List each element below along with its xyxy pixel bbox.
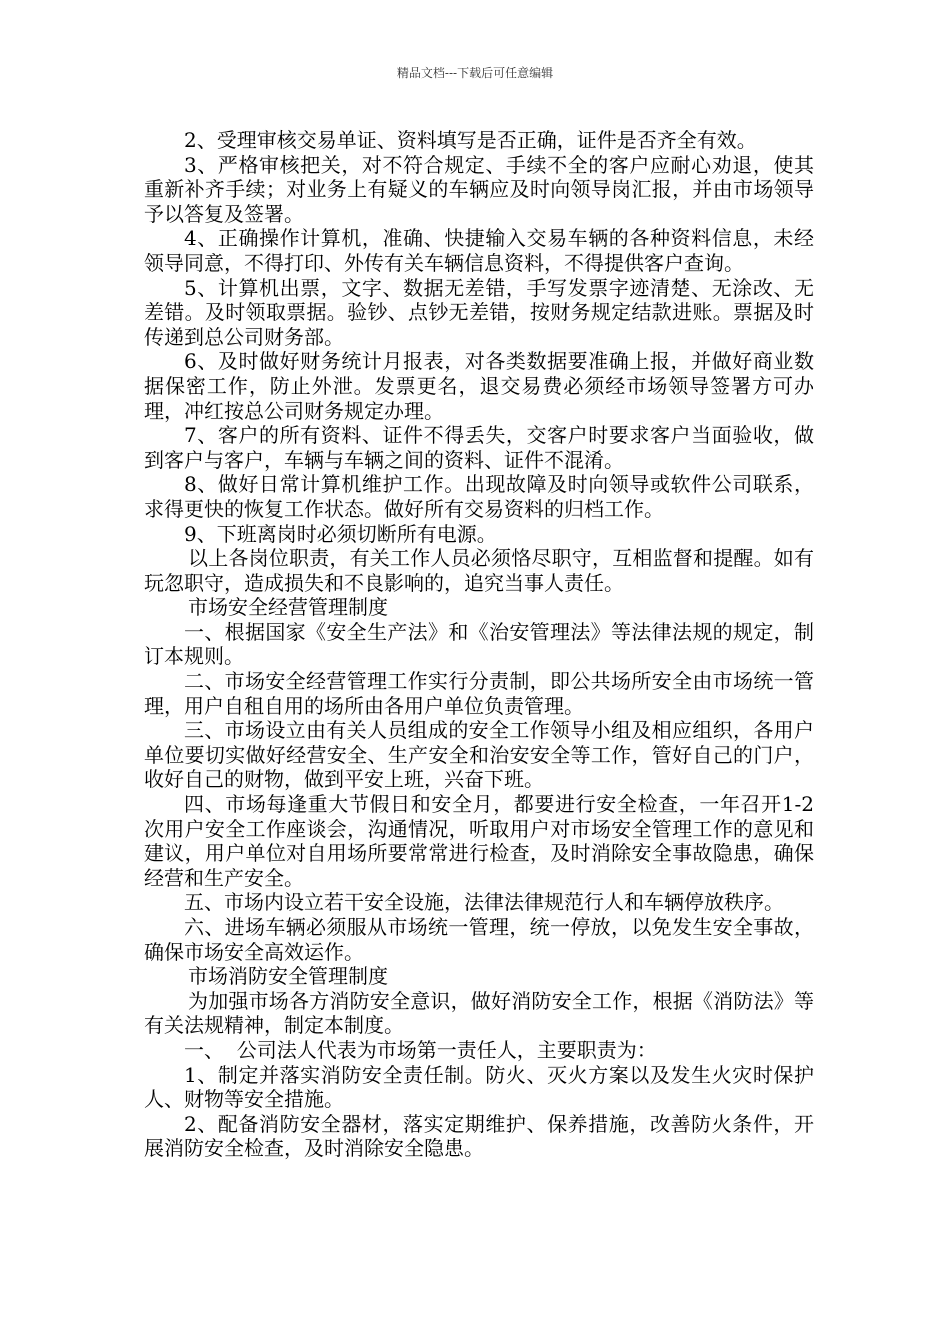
paragraph: 二、市场安全经营管理工作实行分责制，即公共场所安全由市场统一管理，用户自租自用的场所由各用户单位负责管理。 (144, 669, 814, 718)
section-title: 市场消防安全管理制度 (188, 964, 388, 989)
paragraph: 2、受理审核交易单证、资料填写是否正确，证件是否齐全有效。 (184, 128, 757, 152)
page-header: 精品文档---下载后可任意编辑 (396, 66, 554, 80)
paragraph: 3、严格审核把关，对不符合规定、手续不全的客户应耐心劝退，使其重新补齐手续；对业务上有疑义的车辆应及时向领导岗汇报，并由市场领导予以答复及签署。 (144, 152, 814, 226)
paragraph: 为加强市场各方消防安全意识，做好消防安全工作，根据《消防法》等有关法规精神，制定本制度。 (144, 988, 814, 1038)
paragraph: 一、 公司法人代表为市场第一责任人，主要职责为： (184, 1037, 657, 1062)
section-title: 市场安全经营管理制度 (188, 595, 388, 620)
paragraph: 1、制定并落实消防安全责任制。防火、灭火方案以及发生火灾时保护人、财物等安全措施。 (144, 1062, 814, 1112)
paragraph: 三、市场设立由有关人员组成的安全工作领导小组及相应组织，各用户单位要切实做好经营安全、生产安全和治安安全等工作，管好自己的门户，收好自己的财物，做到平安上班，兴奋下班。 (144, 718, 814, 792)
paragraph: 7、客户的所有资料、证件不得丢失，交客户时要求客户当面验收，做到客户与客户，车辆与车辆之间的资料、证件不混淆。 (144, 423, 814, 472)
paragraph: 一、根据国家《安全生产法》和《治安管理法》等法律法规的规定，制订本规则。 (144, 619, 814, 669)
paragraph: 五、市场内设立若干安全设施，法律法律规范行人和车辆停放秩序。 (184, 890, 784, 915)
paragraph: 四、市场每逢重大节假日和安全月，都要进行安全检查，一年召开1-2次用户安全工作座谈会，沟通情况，听取用户对市场安全管理工作的意见和建议，用户单位对自用场所要常常进行检查，及时消除安全事故隐患，确保经营和生产安全。 (144, 792, 814, 890)
paragraph: 六、进场车辆必须服从市场统一管理，统一停放，以免发生安全事故，确保市场安全高效运作。 (144, 915, 814, 964)
paragraph: 以上各岗位职责，有关工作人员必须恪尽职守，互相监督和提醒。如有玩忽职守，造成损失和不良影响的，追究当事人责任。 (144, 546, 814, 595)
paragraph: 9、下班离岗时必须切断所有电源。 (184, 521, 497, 546)
document-body (144, 128, 814, 1161)
paragraph: 8、做好日常计算机维护工作。出现故障及时向领导或软件公司联系，求得更快的恢复工作状态。做好所有交易资料的归档工作。 (144, 472, 814, 521)
paragraph: 4、正确操作计算机，准确、快捷输入交易车辆的各种资料信息，未经领导同意，不得打印、外传有关车辆信息资料，不得提供客户查询。 (144, 226, 814, 275)
paragraph: 2、配备消防安全器材，落实定期维护、保养措施，改善防火条件，开展消防安全检查，及时消除安全隐患。 (144, 1111, 814, 1161)
paragraph: 5、计算机出票，文字、数据无差错，手写发票字迹清楚、无涂改、无差错。及时领取票据。验钞、点钞无差错，按财务规定结款进账。票据及时传递到总公司财务部。 (144, 275, 814, 349)
paragraph: 6、及时做好财务统计月报表，对各类数据要准确上报，并做好商业数据保密工作，防止外泄。发票更名，退交易费必须经市场领导签署方可办理，冲红按总公司财务规定办理。 (144, 349, 814, 423)
